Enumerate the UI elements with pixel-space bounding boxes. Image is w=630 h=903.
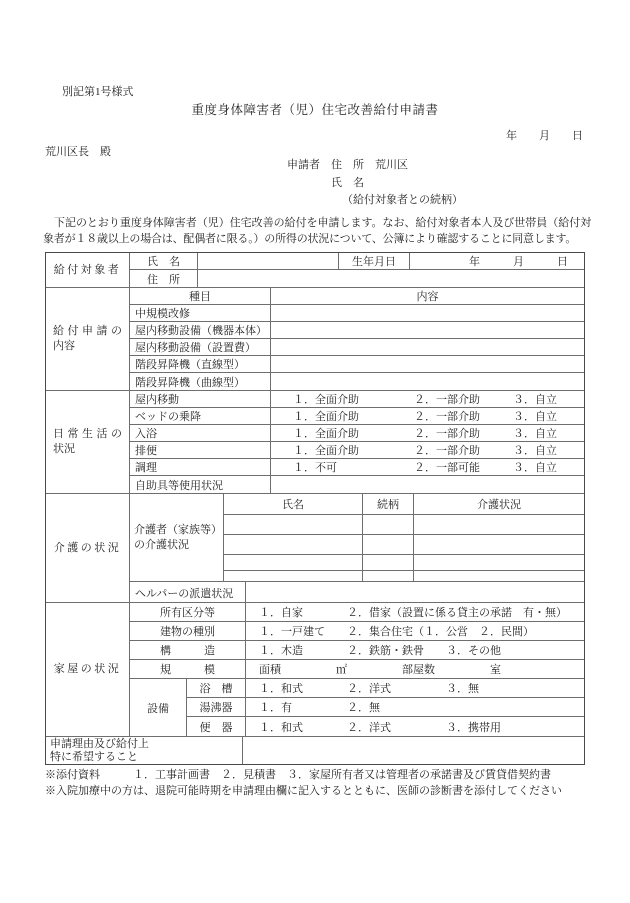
house-options: １．自家 ２．借家（設置に係る貸主の承諾 有・無）: [259, 607, 567, 619]
section-label-daily-2: 状況: [53, 443, 75, 455]
application-content-field-1: [271, 322, 584, 338]
assist-device-field: [271, 476, 584, 493]
daily-item: 調理: [130, 459, 271, 475]
section-label-recipient: 給付対象者: [53, 263, 122, 276]
care-cell-status: [414, 571, 584, 581]
applicant-relation-line: （給付対象者との続柄）: [342, 194, 463, 206]
care-cell-relation: [363, 555, 414, 570]
application-item: 階段昇降機（曲線型）: [130, 373, 271, 390]
addressee: 荒川区長 殿: [45, 146, 111, 158]
main-form-table: [45, 252, 585, 765]
daily-item: 屋内移動: [130, 391, 271, 407]
applicant-name-line: 氏 名: [331, 176, 364, 189]
section-label-care: 介護の状況: [53, 541, 122, 554]
daily-item: 自助具等使用状況: [130, 476, 271, 493]
equipment-item: 浴 槽: [187, 679, 246, 697]
equipment-options: １．和式 ２．洋式 ３．携帯用: [259, 721, 501, 734]
section-house: [46, 603, 584, 737]
equipment-options: １．有 ２．無: [259, 702, 380, 714]
daily-item: 排便: [130, 442, 271, 458]
recipient-address-field: [198, 270, 584, 287]
application-header-item: 種目: [130, 288, 271, 304]
house-options: １．木造 ２．鉄筋・鉄骨 ３．その他: [259, 645, 501, 657]
recipient-birth-label: 生年月日: [339, 253, 410, 269]
daily-item: 入浴: [130, 425, 271, 441]
recipient-name-field: [198, 253, 339, 269]
section-label-application-2: 内容: [53, 340, 75, 352]
house-item: 規 模: [130, 660, 246, 678]
daily-item: ベッドの乗降: [130, 408, 271, 424]
care-col-status: 介護状況: [477, 499, 521, 511]
care-cell-status: [414, 515, 584, 534]
application-content-field-2: [271, 339, 584, 355]
care-cell-name: [224, 515, 363, 534]
reason-field: [243, 737, 584, 764]
house-item: 所有区分等: [130, 603, 246, 621]
care-cell-name: [224, 555, 363, 570]
application-content-field-4: [271, 373, 584, 390]
house-item: 構 造: [130, 641, 246, 659]
application-item: 屋内移動設備（機器本体）: [130, 322, 271, 338]
house-options: １．一戸建て ２．集合住宅（１．公営 ２．民間）: [259, 626, 534, 638]
care-cell-relation: [363, 571, 414, 581]
section-reason: [46, 737, 584, 764]
form-number: 別記第1号様式: [62, 86, 134, 98]
daily-options: １．全面介助 ２．一部介助 ３．自立: [293, 394, 557, 406]
care-cell-status: [414, 555, 584, 570]
section-label-daily-1: 日常生活の: [53, 428, 126, 440]
application-content-field-0: [271, 305, 584, 321]
application-item: 屋内移動設備（設置費）: [130, 339, 271, 355]
hospitalization-note: ※入院加療中の方は、退院可能時期を申請理由欄に記入するとともに、医師の診断書を添付してください: [45, 785, 562, 797]
equipment-item: 便 器: [187, 717, 246, 736]
care-col-name: 氏名: [224, 494, 363, 514]
care-cell-relation: [363, 515, 414, 534]
section-label-application-1: 給付申請の: [53, 325, 126, 337]
daily-options: １．全面介助 ２．一部介助 ３．自立: [293, 411, 557, 423]
section-application: [46, 288, 584, 391]
care-cell-name: [224, 535, 363, 554]
equipment-item: 湯沸器: [187, 698, 246, 716]
applicant-block: [287, 157, 463, 210]
house-options: 面積 ㎡ 部屋数 室: [259, 664, 501, 676]
declaration-paragraph: 下記のとおり重度身体障害者（児）住宅改善の給付を申請します。なお、給付対象者本人及び世帯員（給付対象者が１８歳以上の場合は、配偶者に限る。）の所得の状況について、公簿により確認することに同意します。: [43, 217, 591, 246]
application-header-content: 内容: [416, 291, 439, 303]
caregiver-label-2: の介護状況: [134, 538, 189, 551]
helper-field: [246, 582, 584, 603]
recipient-name-label: 氏 名: [130, 253, 198, 269]
daily-options: １．全面介助 ２．一部介助 ３．自立: [293, 428, 557, 440]
equipment-options: １．和式 ２．洋式 ３．無: [259, 683, 479, 695]
caregiver-table: [224, 494, 584, 581]
care-col-relation: 続柄: [363, 494, 414, 514]
house-item: 建物の種別: [130, 622, 246, 640]
care-cell-relation: [363, 535, 414, 554]
helper-label: ヘルパーの派遣状況: [130, 582, 246, 603]
recipient-address-label: 住 所: [130, 270, 198, 287]
attachment-note: ※添付資料 １．工事計画書 ２．見積書 ３．家屋所有者又は管理者の承諾書及び賃貸借契約書: [45, 769, 551, 781]
application-item: 中規模改修: [130, 305, 271, 321]
applicant-address-line: 申請者 住 所 荒川区: [287, 159, 408, 171]
date-line: 年 月 日: [506, 130, 583, 142]
equipment-label: 設備: [130, 679, 187, 736]
application-item: 階段昇降機（直線型）: [130, 356, 271, 372]
reason-label-1: 申請理由及び給付上: [50, 738, 149, 750]
daily-options: １．全面介助 ２．一部介助 ３．自立: [293, 445, 557, 457]
reason-label-2: 特に希望すること: [50, 750, 138, 763]
section-care: [46, 494, 584, 603]
caregiver-label-1: 介護者（家族等）: [134, 523, 222, 536]
page-title: 重度身体障害者（児）住宅改善給付申請書: [191, 103, 439, 117]
section-label-house: 家屋の状況: [53, 663, 122, 675]
recipient-birth-field: 年 月 日: [469, 256, 568, 268]
care-cell-name: [224, 571, 363, 581]
application-content-field-3: [271, 356, 584, 372]
care-cell-status: [414, 535, 584, 554]
daily-options: １．不可 ２．一部可能 ３．自立: [293, 462, 557, 474]
section-recipient: [46, 253, 584, 288]
section-daily-life: [46, 391, 584, 494]
